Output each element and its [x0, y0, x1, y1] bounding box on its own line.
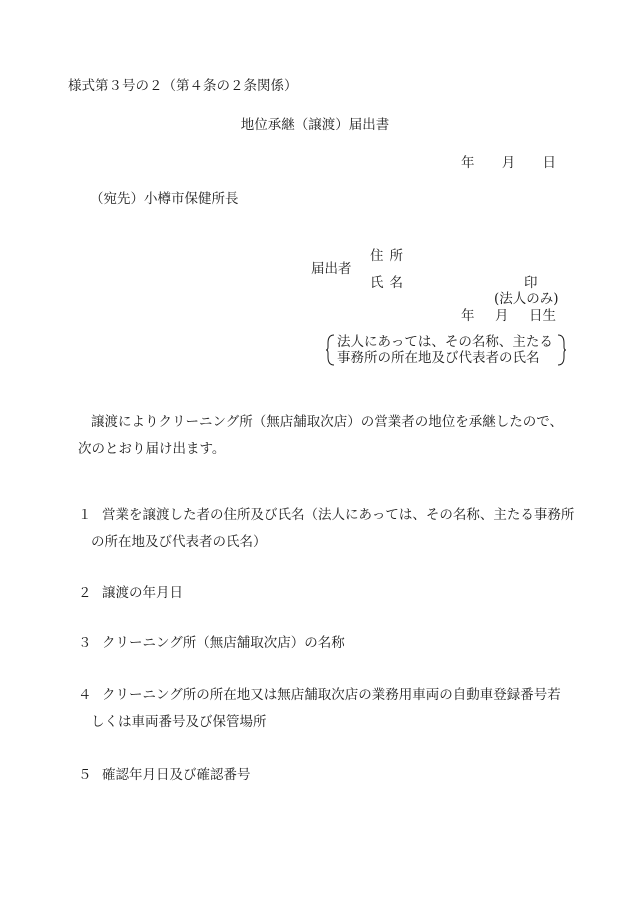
list-item — [78, 580, 578, 607]
list-item — [78, 682, 578, 736]
item-text: 営業を譲渡した者の住所及び氏名（法人にあっては、その名称、主たる事務所 — [102, 507, 575, 523]
list-item — [78, 502, 578, 556]
birth-day: 日生 — [529, 308, 556, 324]
birth-month: 月 — [495, 308, 509, 324]
item-text: クリーニング所（無店舗取次店）の名称 — [102, 635, 345, 651]
item-number: ５ — [78, 767, 92, 783]
name-label: 氏名 — [370, 275, 409, 291]
date-year: 年 — [461, 155, 475, 171]
list-item — [78, 630, 578, 657]
corp-note-line1: 法人にあっては、その名称、主たる — [337, 334, 553, 350]
form-id: 様式第３号の２（第４条の２条関係） — [68, 78, 298, 94]
document-title: 地位承継（譲渡）届出書 — [240, 117, 390, 133]
body-paragraph: 譲渡によりクリーニング所（無店舗取次店）の営業者の地位を承継したので、次のとおり届け出ます。 — [78, 414, 563, 457]
item-text-cont: しくは車両番号及び保管場所 — [91, 714, 267, 730]
item-number: ４ — [78, 687, 92, 703]
submission-date — [461, 157, 556, 171]
recipient: （宛先）小樽市保健所長 — [90, 191, 239, 207]
birth-date — [461, 310, 556, 324]
address-label: 住所 — [370, 248, 409, 264]
item-text: 確認年月日及び確認番号 — [102, 767, 251, 783]
date-month: 月 — [501, 155, 516, 171]
corp-only-note: (法人のみ) — [494, 291, 559, 307]
item-number: ３ — [78, 635, 92, 651]
item-text-cont: の所在地及び代表者の氏名） — [91, 534, 267, 550]
corp-note-line2: 事務所の所在地及び代表者の氏名 — [337, 350, 540, 366]
item-text: 譲渡の年月日 — [102, 585, 183, 601]
item-number: １ — [78, 507, 92, 523]
date-day: 日 — [542, 155, 556, 171]
item-number: ２ — [78, 585, 92, 601]
list-item — [78, 762, 578, 789]
applicant-label: 届出者 — [311, 261, 352, 277]
birth-year: 年 — [461, 308, 475, 324]
seal-mark: 印 — [524, 275, 538, 291]
item-text: クリーニング所の所在地又は無店舗取次店の業務用車両の自動車登録番号若 — [102, 687, 561, 703]
